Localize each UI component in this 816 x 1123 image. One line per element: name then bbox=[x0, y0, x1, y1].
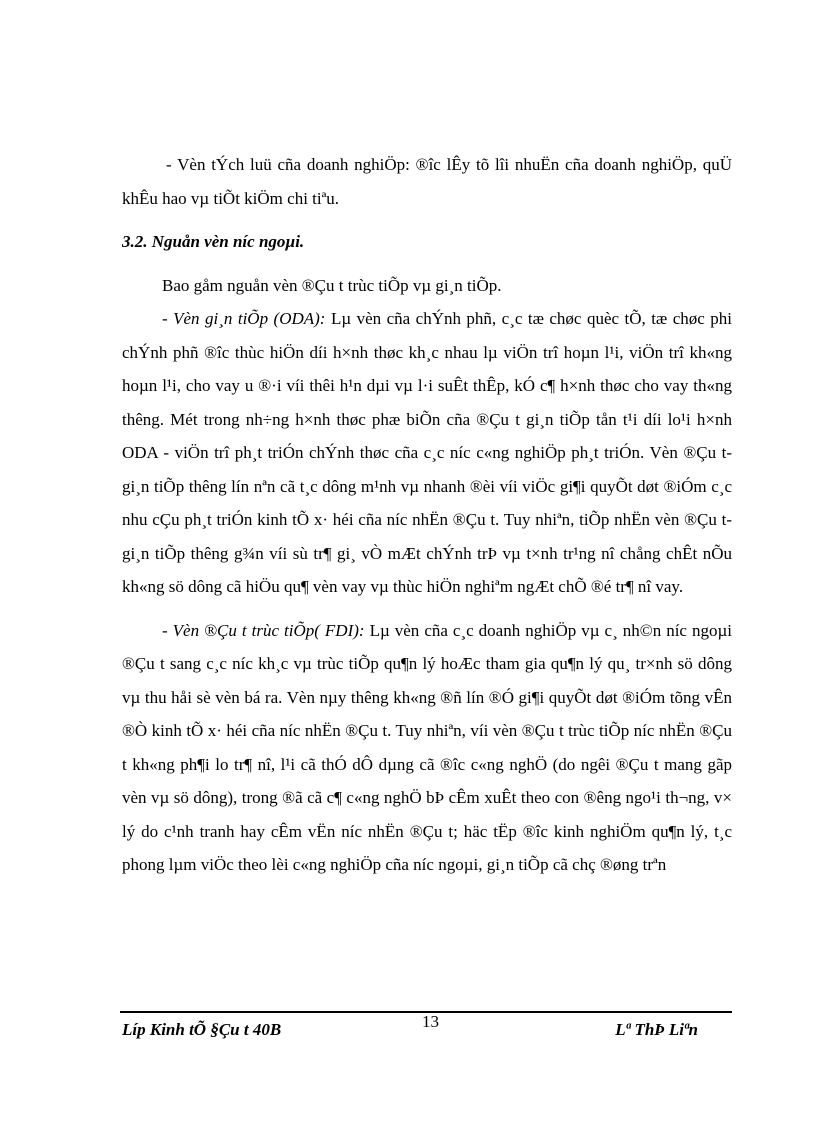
section-heading: 3.2. Nguån vèn níc ngoµi. bbox=[122, 232, 305, 251]
oda-text: Lµ vèn cña chÝnh phñ, c¸c tæ chøc quèc tÕ, tæ chøc phi chÝnh phñ ®îc thùc hiÖn díi h×nh thøc kh¸c nhau lµ viÖn trî hoµn l¹i, viÖn trî kh«ng hoµn l¹i, cho vay u ®·i víi thêi h¹n dµi vµ l·i suÊt thÊp, kÓ c¶ h×nh thøc cho vay th«ng thêng. Mét trong nh÷ng h×nh thøc phæ biÕn cña ®Çu t gi¸n tiÕp tån t¹i díi lo¹i h×nh ODA - viÖn trî ph¸t triÓn chÝnh thøc cña c¸c níc c«ng nghiÖp ph¸t triÓn. Vèn ®Çu t gi¸n tiÕp thêng lín nªn cã t¸c dông m¹nh vµ nhanh ®èi víi viÖc gi¶i quyÕt døt ®iÓm c¸c nhu cÇu ph¸t triÓn kinh tÕ x· héi cña níc nhËn ®Çu t. Tuy nhiªn, tiÕp nhËn vèn ®Çu t gi¸n tiÕp thêng g¾n víi sù tr¶ gi¸ vÒ mÆt chÝnh trÞ vµ t×nh tr¹ng nî chång chÊt nÕu kh«ng sö dông cã hiÖu qu¶ vèn vay vµ thùc hiÖn nghiªm ngÆt chÕ ®é tr¶ nî vay. bbox=[122, 309, 733, 596]
footer-author: Lª ThÞ Liªn bbox=[615, 1020, 698, 1039]
page-body bbox=[122, 148, 732, 882]
fdi-lead: - Vèn ®Çu t trùc tiÕp( FDI): bbox=[162, 620, 365, 640]
paragraph-fdi bbox=[122, 614, 732, 882]
paragraph-accumulated-capital: - Vèn tÝch luü cña doanh nghiÖp: ®îc lÊy tõ lîi nhuËn cña doanh nghiÖp, quÜ khÊu hao vµ tiÕt kiÖm chi tiªu. bbox=[122, 155, 732, 208]
oda-lead: - Vèn gi¸n tiÕp (ODA): bbox=[162, 309, 326, 328]
footer-class-name: Líp Kinh tÕ §Çu t 40B bbox=[122, 1020, 282, 1039]
paragraph-oda bbox=[122, 302, 732, 604]
page-number: 13 bbox=[422, 1012, 439, 1031]
paragraph-foreign-sources: Bao gåm nguån vèn ®Çu t trùc tiÕp vµ gi¸n tiÕp. bbox=[162, 275, 502, 295]
fdi-text: Lµ vèn cña c¸c doanh nghiÖp vµ c¸ nh©n níc ngoµi ®Çu t sang c¸c níc kh¸c vµ trùc tiÕp qu¶n lý hoÆc tham gia qu¶n lý qu¸ tr×nh sö dông vµ thu håi sè vèn bá ra. Vèn nµy thêng kh«ng ®ñ lín ®Ó gi¶i quyÕt døt ®iÓm tõng vÊn ®Ò kinh tÕ x· héi cña níc nhËn ®Çu t. Tuy nhiªn, víi vèn ®Çu t trùc tiÕp níc nhËn ®Çu t kh«ng ph¶i lo tr¶ nî, l¹i cã thÓ dÔ dµng cã ®îc c«ng nghÖ (do ngêi ®Çu t mang gãp vèn vµ sö dông), trong ®ã cã c¶ c«ng nghÖ bÞ cÊm xuÊt theo con ®êng ngo¹i th¬ng, v× lý do c¹nh tranh hay cÊm vËn níc nhËn ®Çu t; häc tËp ®îc kinh nghiÖm qu¶n lý, t¸c phong lµm viÖc theo lèi c«ng nghiÖp cña níc ngoµi, gi¸n tiÕp cã chç ®øng trªn bbox=[122, 620, 733, 874]
